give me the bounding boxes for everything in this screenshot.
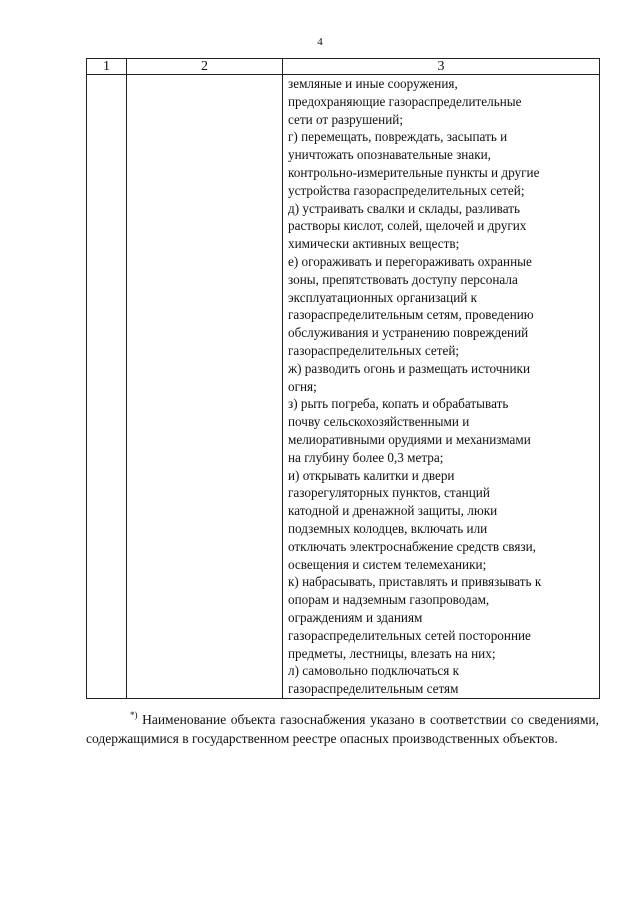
cell-text-line: обслуживания и устранению повреждений <box>288 325 529 341</box>
cell-text-line: газораспределительных сетей посторонние <box>288 627 531 643</box>
cell-text-line: ж) разводить огонь и размещать источники <box>288 360 531 376</box>
cell-text-line: земляные и иные сооружения, <box>288 76 458 91</box>
table-row <box>87 75 600 699</box>
cell-text-line: опорам и надземным газопроводам, <box>288 592 490 608</box>
cell-col3 <box>283 75 600 699</box>
cell-text-line: л) самовольно подключаться к <box>288 663 460 679</box>
cell-text-line: устройства газораспределительных сетей; <box>288 182 525 198</box>
cell-text-line: д) устраивать свалки и склады, разливать <box>288 200 520 216</box>
cell-text-line: контрольно-измерительные пункты и другие <box>288 164 540 180</box>
cell-text-line: сети от разрушений; <box>288 111 403 127</box>
cell-text-line: подземных колодцев, включать или <box>288 520 488 536</box>
page-number: 4 <box>317 36 323 48</box>
cell-text-line: газораспределительных сетей; <box>288 342 460 358</box>
cell-text-line: растворы кислот, солей, щелочей и других <box>288 218 527 234</box>
cell-text-line: газорегуляторных пунктов, станций <box>288 485 490 501</box>
cell-text-line: освещения и систем телемеханики; <box>288 556 487 572</box>
cell-text-line: к) набрасывать, приставлять и привязывать к <box>288 574 542 590</box>
document-table <box>86 58 600 699</box>
cell-text-line: химически активных веществ; <box>288 236 460 252</box>
footnote-text: Наименование объекта газоснабжения указано в соответствии со сведениями, содержащимися в государственном реестре опасных производственных объектов. <box>86 712 599 746</box>
cell-text-line: предметы, лестницы, влезать на них; <box>288 645 496 661</box>
cell-text-line: е) огораживать и перегораживать охранные <box>288 253 532 269</box>
cell-text-line: газораспределительным сетям, проведению <box>288 307 534 323</box>
cell-text-line: газораспределительным сетям <box>288 681 459 697</box>
footnote <box>86 706 599 748</box>
cell-text-line: мелиоративными орудиями и механизмами <box>288 431 531 447</box>
cell-text-line: катодной и дренажной защиты, люки <box>288 503 498 519</box>
cell-text-line: эксплуатационных организаций к <box>288 289 478 305</box>
column-header-2: 2 <box>127 59 283 75</box>
cell-text-line: отключать электроснабжение средств связи, <box>288 538 536 554</box>
cell-col2 <box>127 75 283 699</box>
cell-text-line: г) перемещать, повреждать, засыпать и <box>288 129 508 145</box>
cell-text-line: предохраняющие газораспределительные <box>288 93 522 109</box>
table-header-row <box>87 59 600 75</box>
cell-text-line: з) рыть погреба, копать и обрабатывать <box>288 396 509 412</box>
cell-text-line: на глубину более 0,3 метра; <box>288 449 444 465</box>
cell-text-line: уничтожать опознавательные знаки, <box>288 147 491 163</box>
cell-text-line: и) открывать калитки и двери <box>288 467 455 483</box>
cell-text-line: ограждениям и зданиям <box>288 609 423 625</box>
cell-col1 <box>87 75 127 699</box>
cell-text-line: почву сельскохозяйственными и <box>288 414 470 430</box>
column-header-1: 1 <box>87 59 127 75</box>
column-header-3: 3 <box>283 59 600 75</box>
footnote-marker: *) <box>130 710 138 720</box>
cell-text-line: огня; <box>288 378 317 394</box>
cell-text-line: зоны, препятствовать доступу персонала <box>288 271 518 287</box>
